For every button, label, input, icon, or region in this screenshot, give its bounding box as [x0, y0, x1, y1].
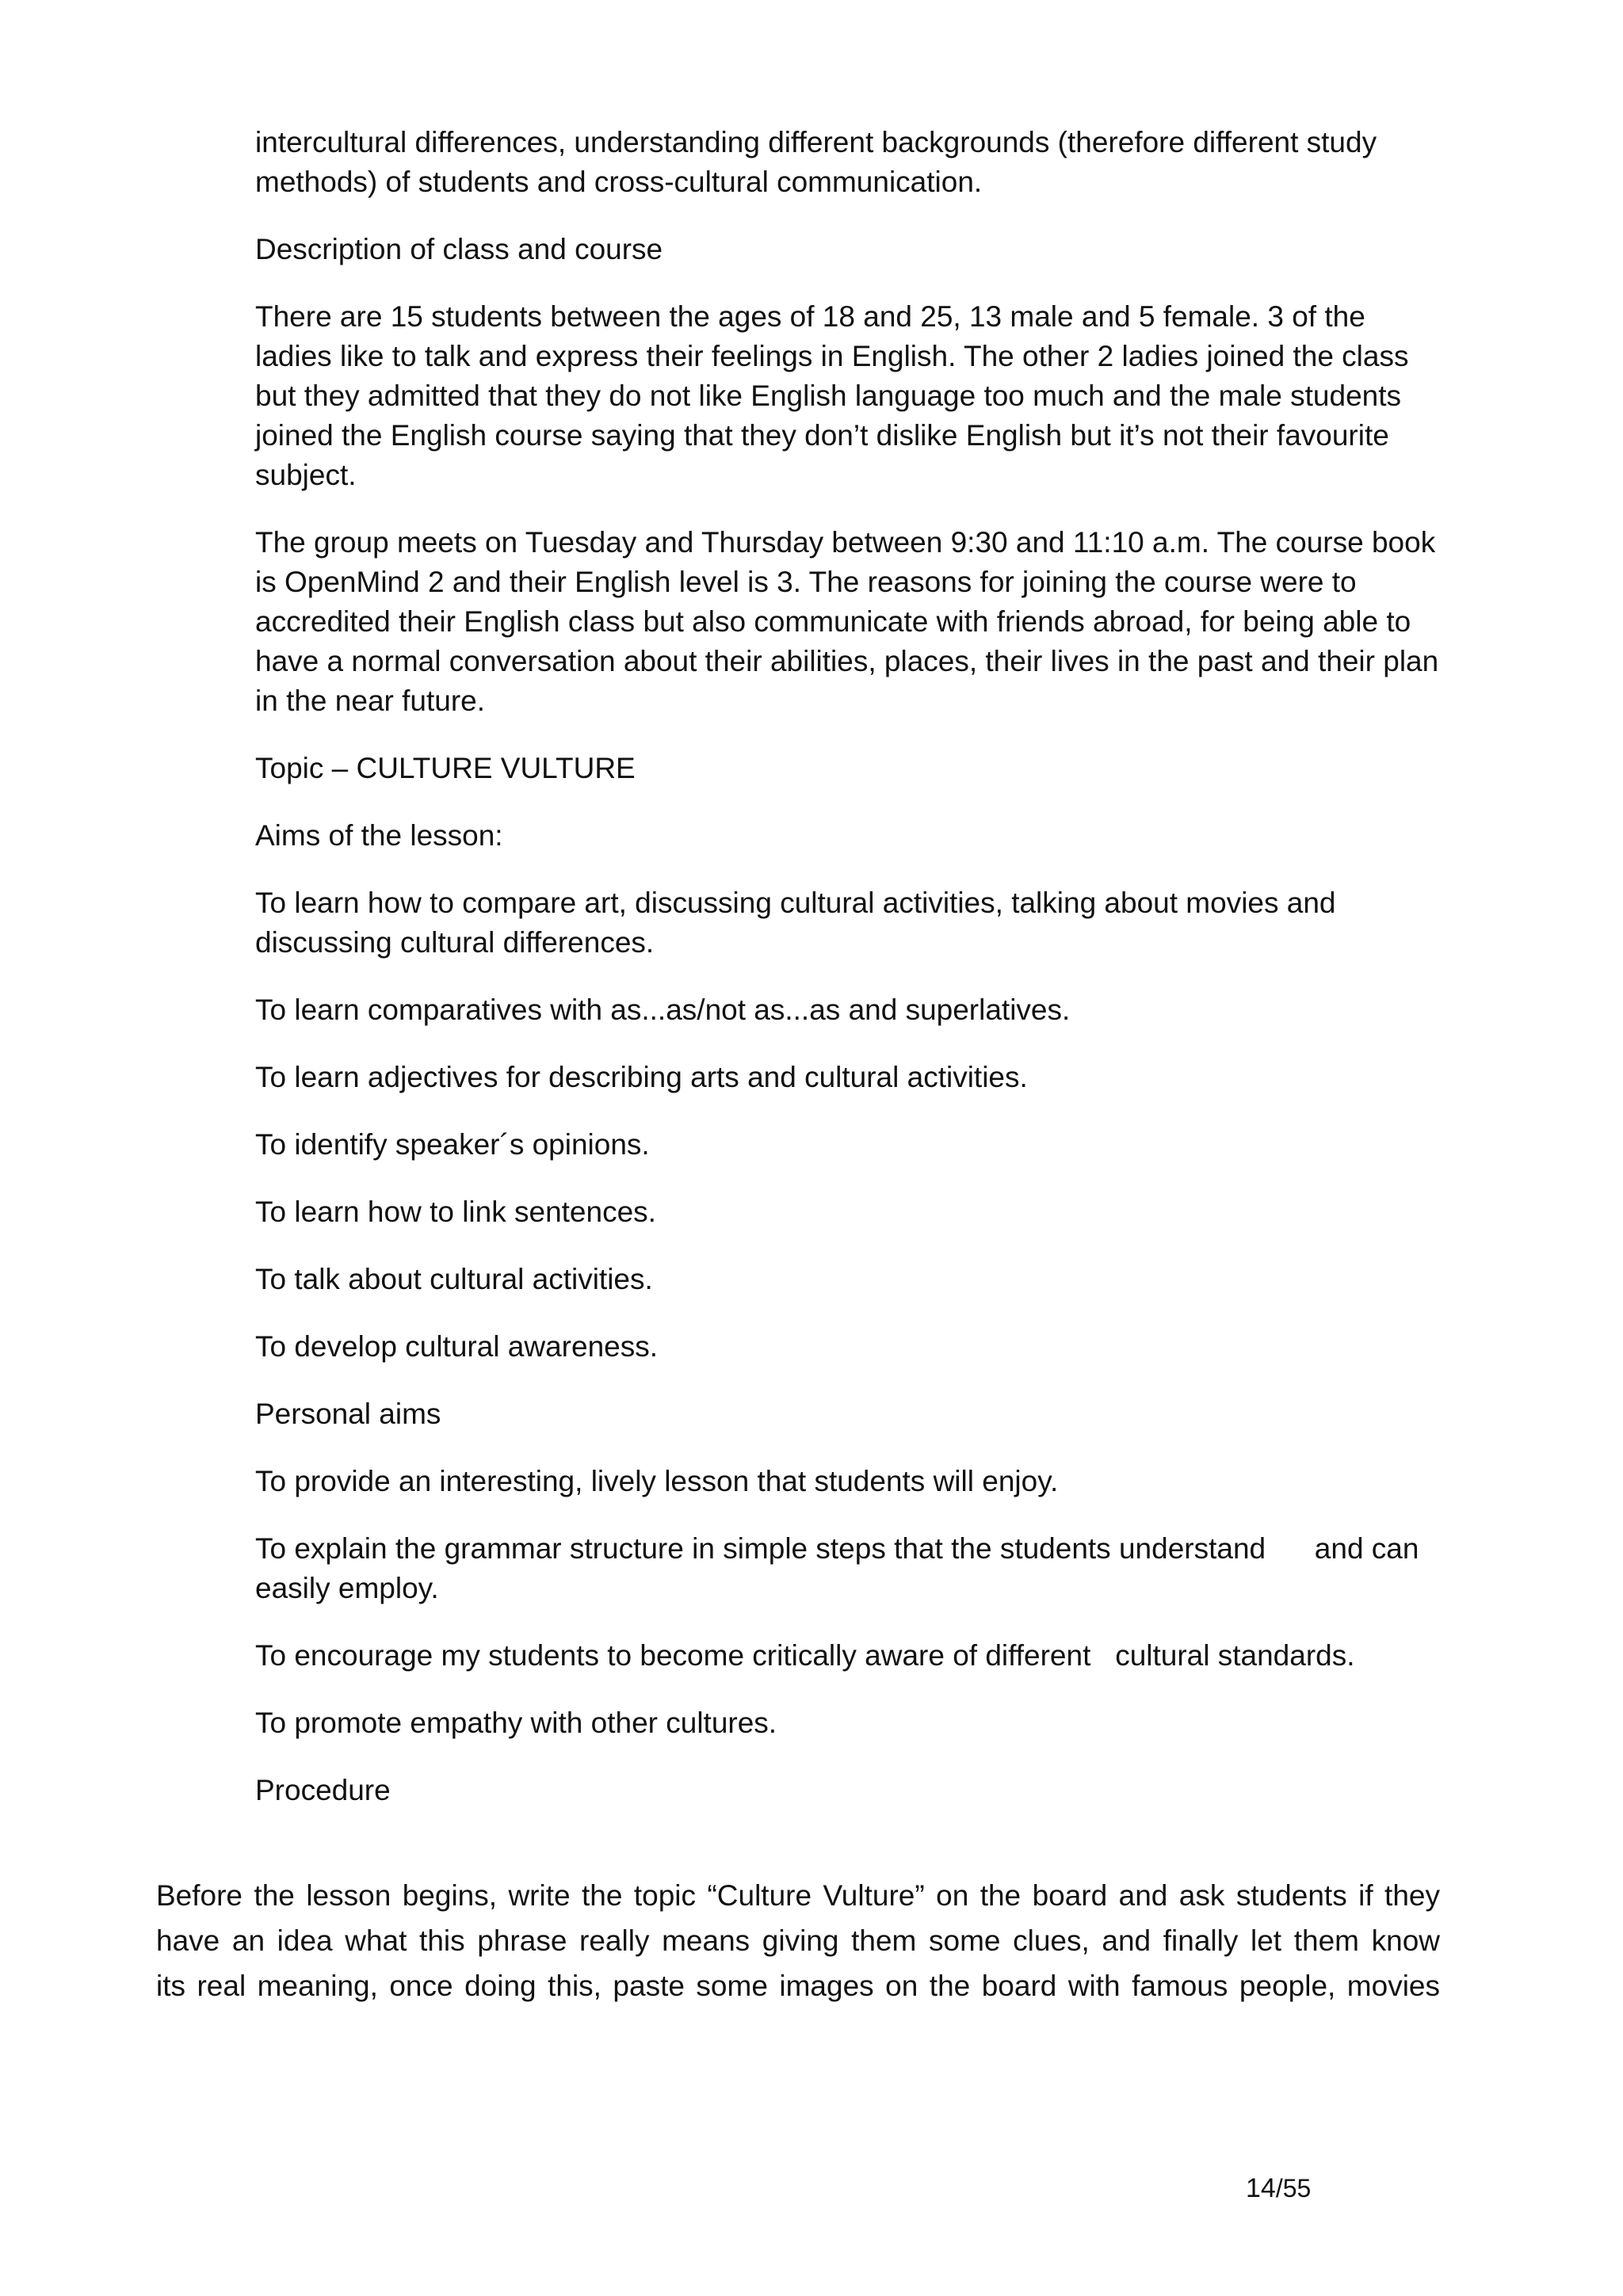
topic-heading: Topic – CULTURE VULTURE: [255, 752, 636, 784]
aim-item: To develop cultural awareness.: [255, 1330, 659, 1363]
personal-aim-item: To encourage my students to become critically aware of different cultural standards.: [255, 1639, 1355, 1672]
aim-item: To talk about cultural activities.: [255, 1263, 653, 1295]
personal-aim-item: To promote empathy with other cultures.: [255, 1707, 777, 1739]
aim-item: To learn comparatives with as...as/not as...as and superlatives.: [255, 994, 1071, 1026]
aim-item: To learn how to compare art, discussing cultural activities, talking about movies and discussing cultural differences.: [255, 887, 1344, 959]
aim-item: To learn how to link sentences.: [255, 1196, 656, 1228]
page-number-current: 14: [1246, 2173, 1276, 2203]
class-description-paragraph: There are 15 students between the ages of 18 and 25, 13 male and 5 female. 3 of the ladies like to talk and express their feelings in English. The other 2 ladies joined the class but they admitted that they do not like English language too much and the male students joined the English course saying that they don’t dislike English but it’s not their favourite subject.: [255, 300, 1417, 491]
aim-item: To identify speaker´s opinions.: [255, 1128, 650, 1161]
personal-aim-item: To explain the grammar structure in simple steps that the students understand and can easily employ.: [255, 1532, 1427, 1604]
personal-aim-item: To provide an interesting, lively lesson that students will enjoy.: [255, 1465, 1059, 1497]
course-schedule-paragraph: The group meets on Tuesday and Thursday between 9:30 and 11:10 a.m. The course book is OpenMind 2 and their English level is 3. The reasons for joining the course were to accredited their English class but also communicate with friends abroad, for being able to have a normal conversation about their abilities, places, their lives in the past and their plan in the near future.: [255, 526, 1447, 717]
procedure-line: Before the lesson begins, write the topic “Culture Vulture” on the board and ask students if they: [156, 1879, 1440, 1912]
aims-heading: Aims of the lesson:: [255, 819, 503, 852]
page-number: [1246, 2171, 1311, 2206]
page-number-total: /55: [1275, 2174, 1312, 2203]
indented-content: [255, 123, 1447, 1838]
aim-item: To learn adjectives for describing arts and cultural activities.: [255, 1061, 1028, 1093]
procedure-heading: Procedure: [255, 1774, 391, 1806]
intro-continuation-paragraph: intercultural differences, understanding different backgrounds (therefore different study methods) of students and cross-cultural communication.: [255, 126, 1385, 198]
procedure-body: [156, 1873, 1440, 2008]
personal-aims-heading: Personal aims: [255, 1398, 441, 1430]
section-heading-class-description: Description of class and course: [255, 233, 663, 265]
procedure-line: have an idea what this phrase really means giving them some clues, and finally let them know: [156, 1924, 1440, 1957]
procedure-line: its real meaning, once doing this, paste some images on the board with famous people, movies: [156, 1970, 1440, 2002]
